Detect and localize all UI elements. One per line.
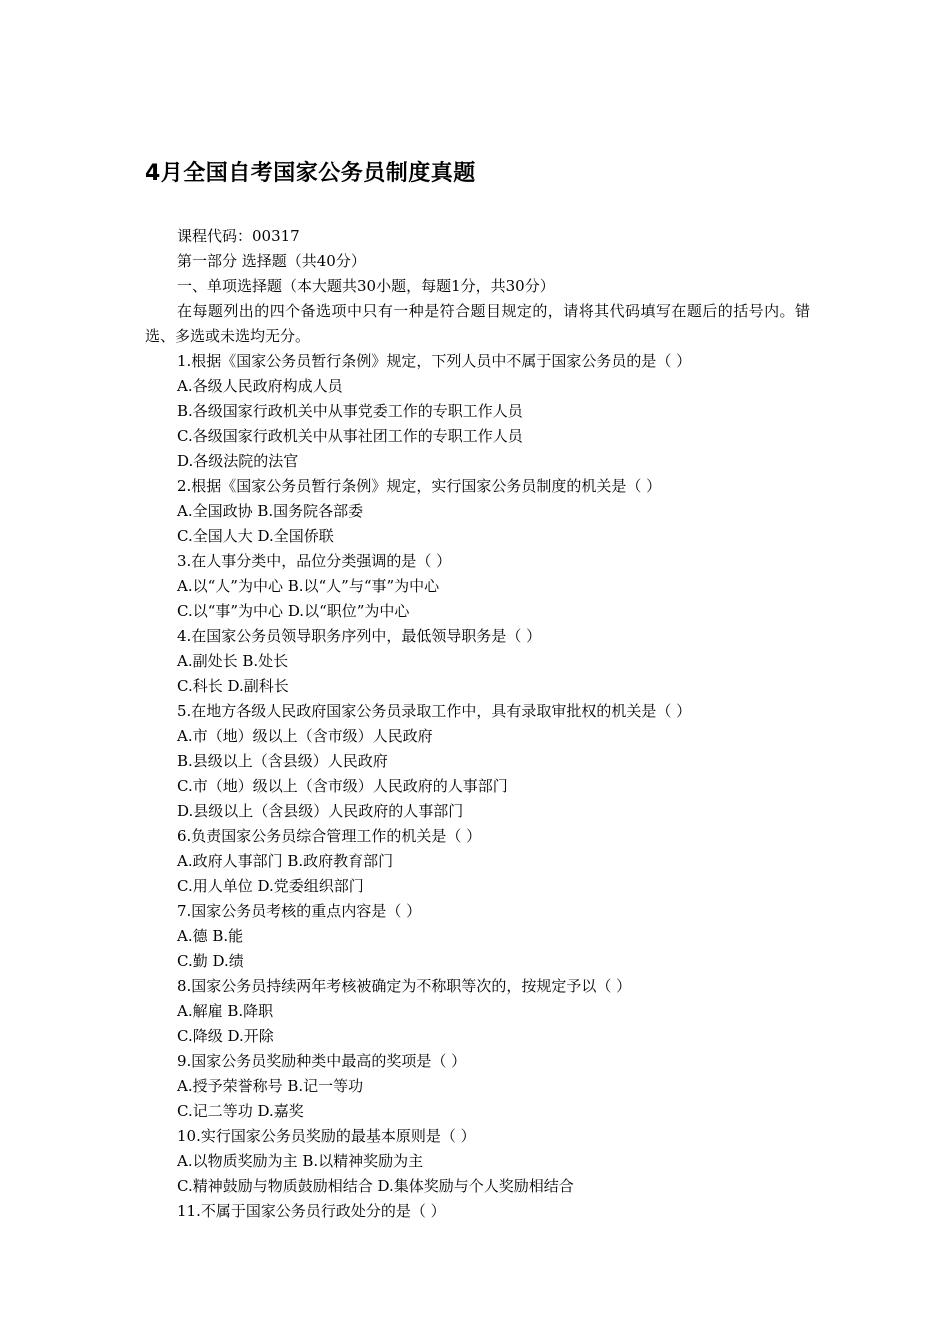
question-10-options-cd: C.精神鼓励与物质鼓励相结合 D.集体奖励与个人奖励相结合: [177, 1177, 574, 1195]
question-10: 10.实行国家公务员奖励的最基本原则是（ ）: [177, 1127, 476, 1145]
question-5-option-c: C.市（地）级以上（含市级）人民政府的人事部门: [177, 777, 508, 795]
question-2-options-cd: C.全国人大 D.全国侨联: [177, 527, 334, 545]
question-3-options-cd: C.以“事”为中心 D.以“职位”为中心: [177, 602, 410, 620]
question-2-options-ab: A.全国政协 B.国务院各部委: [177, 502, 364, 520]
question-11: 11.不属于国家公务员行政处分的是（ ）: [177, 1202, 446, 1220]
question-4-options-cd: C.科长 D.副科长: [177, 677, 289, 695]
question-2: 2.根据《国家公务员暂行条例》规定，实行国家公务员制度的机关是（ ）: [177, 477, 662, 495]
section-heading: 一、单项选择题（本大题共30小题，每题1分，共30分）: [177, 277, 555, 295]
question-5-option-d: D.县级以上（含县级）人民政府的人事部门: [177, 802, 464, 820]
document-title: 4月全国自考国家公务员制度真题: [145, 161, 476, 186]
question-8: 8.国家公务员持续两年考核被确定为不称职等次的，按规定予以（ ）: [177, 977, 632, 995]
question-8-options-ab: A.解雇 B.降职: [177, 1002, 274, 1020]
question-3-options-ab: A.以“人”为中心 B.以“人”与“事”为中心: [177, 577, 440, 595]
question-6-options-cd: C.用人单位 D.党委组织部门: [177, 877, 364, 895]
instruction-paragraph: 在每题列出的四个备选项中只有一种是符合题目规定的，请将其代码填写在题后的括号内。错选、多选或未选均无分。: [145, 302, 810, 345]
question-6: 6.负责国家公务员综合管理工作的机关是（ ）: [177, 827, 482, 845]
question-7-options-cd: C.勤 D.绩: [177, 952, 244, 970]
question-9-options-ab: A.授予荣誉称号 B.记一等功: [177, 1077, 364, 1095]
question-1-option-a: A.各级人民政府构成人员: [177, 377, 343, 395]
question-5-option-a: A.市（地）级以上（含市级）人民政府: [177, 727, 433, 745]
question-5-option-b: B.县级以上（含县级）人民政府: [177, 752, 388, 770]
question-1-option-b: B.各级国家行政机关中从事党委工作的专职工作人员: [177, 402, 523, 420]
question-5: 5.在地方各级人民政府国家公务员录取工作中，具有录取审批权的机关是（ ）: [177, 702, 692, 720]
question-9: 9.国家公务员奖励种类中最高的奖项是（ ）: [177, 1052, 467, 1070]
question-1: 1.根据《国家公务员暂行条例》规定，下列人员中不属于国家公务员的是（ ）: [177, 352, 692, 370]
question-1-option-d: D.各级法院的法官: [177, 452, 299, 470]
question-1-option-c: C.各级国家行政机关中从事社团工作的专职工作人员: [177, 427, 523, 445]
document-body: [145, 224, 810, 1224]
question-4: 4.在国家公务员领导职务序列中，最低领导职务是（ ）: [177, 627, 542, 645]
question-7-options-ab: A.德 B.能: [177, 927, 244, 945]
question-9-options-cd: C.记二等功 D.嘉奖: [177, 1102, 304, 1120]
question-7: 7.国家公务员考核的重点内容是（ ）: [177, 902, 422, 920]
question-6-options-ab: A.政府人事部门 B.政府教育部门: [177, 852, 394, 870]
question-4-options-ab: A.副处长 B.处长: [177, 652, 289, 670]
course-code: 课程代码：00317: [177, 227, 300, 245]
question-10-options-ab: A.以物质奖励为主 B.以精神奖励为主: [177, 1152, 424, 1170]
part-heading: 第一部分 选择题（共40分）: [177, 252, 366, 270]
question-8-options-cd: C.降级 D.开除: [177, 1027, 274, 1045]
question-3: 3.在人事分类中，品位分类强调的是（ ）: [177, 552, 452, 570]
